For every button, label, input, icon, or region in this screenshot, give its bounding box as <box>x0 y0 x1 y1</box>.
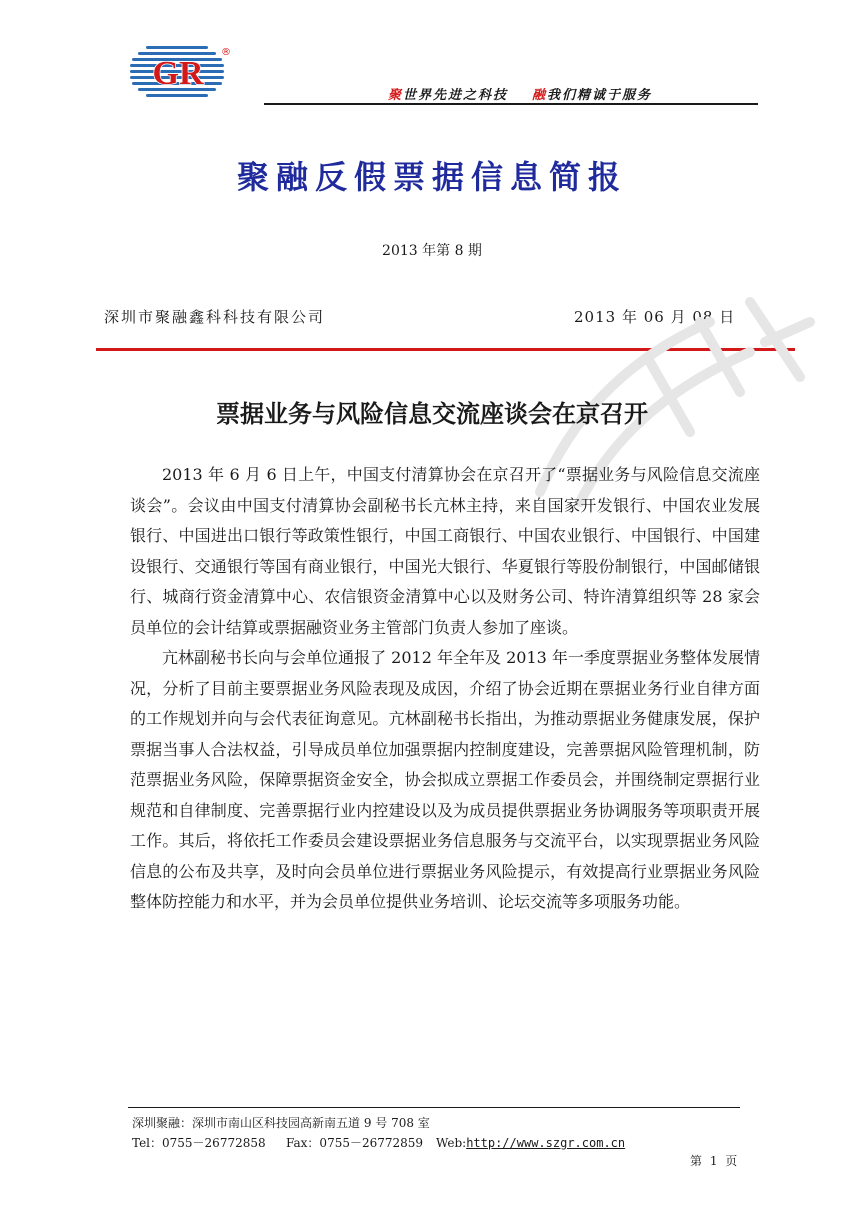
issue-number: 2013 年第 8 期 <box>382 243 482 259</box>
company-logo <box>128 44 231 100</box>
page-number: 第 1 页 <box>690 1154 740 1168</box>
article-body <box>130 460 760 918</box>
article-paragraph-1: 2013 年 6 月 6 日上午，中国支付清算协会在京召开了“票据业务与风险信息交流座谈会”。会议由中国支付清算协会副秘书长亢林主持，来自国家开发银行、中国农业发展银行、中国进出口银行等政策性银行，中国工商银行、中国农业银行、中国银行、中国建设银行、交通银行等国有商业银行，中国光大银行、华夏银行等股份制银行，中国邮储银行、城商行资金清算中心、农信银资金清算中心以及财务公司、特许清算组织等 28 家会员单位的会计结算或票据融资业务主管部门负责人参加了座谈。 <box>130 465 760 637</box>
newsletter-title: 聚融反假票据信息简报 <box>236 158 627 196</box>
article-title: 票据业务与风险信息交流座谈会在京召开 <box>216 399 648 428</box>
article-paragraph-2: 亢林副秘书长向与会单位通报了 2012 年全年及 2013 年一季度票据业务整体发展情况，分析了目前主要票据业务风险表现及成因，介绍了协会近期在票据业务行业自律方面的工作规划并向与会代表征询意见。亢林副秘书长指出，为推动票据业务健康发展，保护票据当事人合法权益，引导成员单位加强票据内控制度建设，完善票据风险管理机制，防范票据业务风险，保障票据资金安全，协会拟成立票据工作委员会，并围绕制定票据行业规范和自律制度、完善票据行业内控建设以及为成员提供票据业务协调服务等项职责开展工作。其后，将依托工作委员会建设票据业务信息服务与交流平台，以实现票据业务风险信息的公布及共享，及时向会员单位进行票据业务风险提示，有效提高行业票据业务风险整体防控能力和水平，并为会员单位提供业务培训、论坛交流等多项服务功能。 <box>130 648 760 911</box>
footer-website-link[interactable]: http://www.szgr.com.cn <box>466 1136 626 1150</box>
footer-contacts <box>132 1134 625 1151</box>
company-slogan <box>388 84 652 103</box>
logo-text: GR <box>152 55 204 92</box>
publisher-name: 深圳市聚融鑫科科技有限公司 <box>104 308 326 326</box>
footer-divider <box>128 1107 740 1108</box>
publish-date: 2013 年 06 月 08 日 <box>574 308 736 326</box>
slogan-part2-highlight: 融 <box>532 88 548 103</box>
footer-web-label: Web: <box>436 1136 467 1150</box>
slogan-part1-highlight: 聚 <box>388 88 404 103</box>
svg-text:®: ® <box>221 47 231 58</box>
title-divider <box>96 348 795 351</box>
slogan-part2-text: 我们精诚于服务 <box>547 88 653 103</box>
header-divider <box>264 103 758 105</box>
footer-tel: Tel：0755－26772858 <box>132 1136 266 1150</box>
footer-address: 深圳聚融：深圳市南山区科技园高新南五道 9 号 708 室 <box>132 1116 430 1130</box>
slogan-part1-text: 世界先进之科技 <box>403 88 509 103</box>
footer-fax: Fax：0755－26772859 <box>286 1136 424 1150</box>
